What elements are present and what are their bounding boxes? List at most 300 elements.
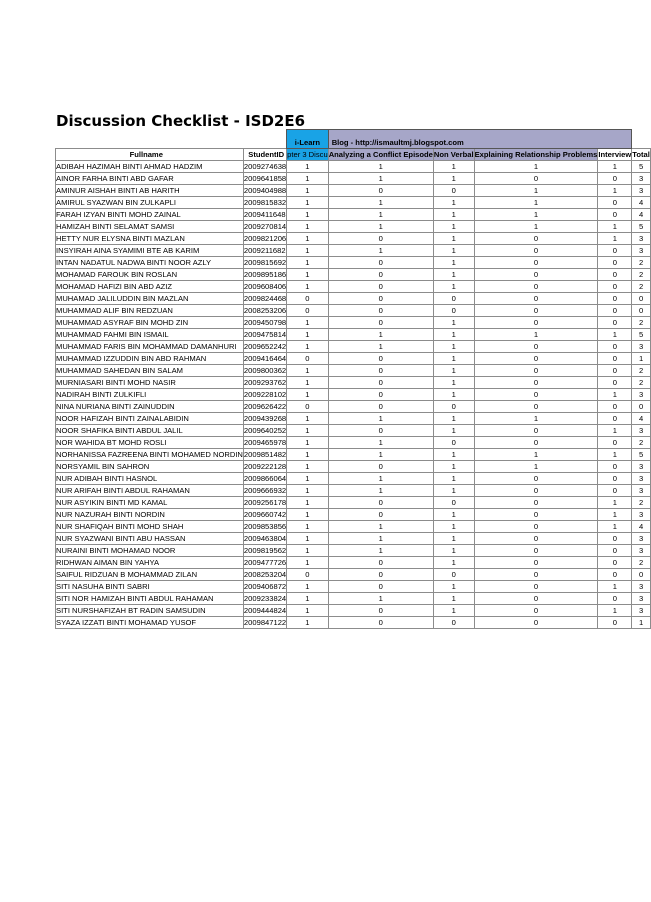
interview-score: 1 [598,449,632,461]
student-id: 2009444824 [243,606,287,615]
chapter-discussion-score: 1 [287,521,329,533]
student-name: MOHAMAD HAFIZI BIN ABD AZIZ [56,281,244,293]
table-row [56,281,651,293]
table-row [56,401,651,413]
table-row [56,209,651,221]
explaining-relationship-score: 0 [474,617,598,629]
analyzing-conflict-score: 0 [328,497,433,509]
table-row [56,329,651,341]
interview-score: 1 [598,329,632,341]
explaining-relationship-score: 0 [474,377,598,389]
student-name: HETTY NUR ELYSNA BINTI MAZLAN [56,233,244,245]
table-row [56,593,651,605]
table-row [56,437,651,449]
non-verbal-score: 1 [433,257,474,269]
chapter-discussion-score: 1 [287,221,329,233]
chapter-discussion-score: 1 [287,593,329,605]
interview-score: 0 [598,317,632,329]
analyzing-conflict-score: 0 [328,293,433,305]
student-name: NUR SHAFIQAH BINTI MOHD SHAH [56,521,244,533]
total-score: 3 [632,185,651,197]
student-name: AMINUR AISHAH BINTI AB HARITH [56,185,244,197]
analyzing-conflict-score: 0 [328,581,433,593]
chapter-discussion-score: 1 [287,245,329,257]
total-score: 3 [632,425,651,437]
table-row [56,221,651,233]
chapter-discussion-score: 1 [287,473,329,485]
total-score: 5 [632,329,651,341]
student-id: 2009463804 [243,534,287,543]
student-id: 2009233824 [243,594,287,603]
checklist-table [55,129,651,629]
non-verbal-score: 1 [433,377,474,389]
explaining-relationship-score: 0 [474,389,598,401]
table-row [56,377,651,389]
explaining-relationship-score: 0 [474,593,598,605]
table-row [56,293,651,305]
explaining-relationship-score: 0 [474,365,598,377]
student-name: SYAZA IZZATI BINTI MOHAMAD YUSOF [56,617,244,629]
non-verbal-score: 1 [433,461,474,473]
non-verbal-score: 0 [433,185,474,197]
table-row [56,257,651,269]
chapter-discussion-score: 1 [287,617,329,629]
interview-score: 0 [598,413,632,425]
non-verbal-score: 1 [433,353,474,365]
table-row [56,605,651,617]
student-id: 2008253206 [243,306,287,315]
student-name: INSYIRAH AINA SYAMIMI BTE AB KARIM [56,245,244,257]
total-score: 3 [632,593,651,605]
explaining-relationship-score: 0 [474,605,598,617]
non-verbal-score: 1 [433,509,474,521]
table-row [56,317,651,329]
total-score: 3 [632,473,651,485]
student-rows [56,161,651,629]
table-row [56,389,651,401]
column-header-row [56,149,651,161]
student-name: MOHAMAD FAROUK BIN ROSLAN [56,269,244,281]
explaining-relationship-score: 0 [474,173,598,185]
total-score: 3 [632,545,651,557]
student-name: MUHAMAD JALILUDDIN BIN MAZLAN [56,293,244,305]
student-id: 2009608406 [243,282,287,291]
chapter-discussion-score: 1 [287,173,329,185]
explaining-relationship-score: 0 [474,245,598,257]
student-id: 2009222128 [243,462,287,471]
explaining-relationship-score: 1 [474,185,598,197]
non-verbal-score: 1 [433,341,474,353]
explaining-relationship-score: 0 [474,305,598,317]
total-score: 4 [632,413,651,425]
analyzing-conflict-score: 0 [328,569,433,581]
student-name: NURAINI BINTI MOHAMAD NOOR [56,545,244,557]
chapter-discussion-score: 0 [287,569,329,581]
non-verbal-score: 1 [433,533,474,545]
table-row [56,497,651,509]
interview-score: 1 [598,233,632,245]
analyzing-conflict-score: 1 [328,221,433,233]
student-id: 2009824468 [243,294,287,303]
student-name: SITI NOR HAMIZAH BINTI ABDUL RAHAMAN [56,593,244,605]
analyzing-conflict-score: 1 [328,473,433,485]
interview-score: 0 [598,365,632,377]
non-verbal-score: 0 [433,437,474,449]
non-verbal-score: 1 [433,545,474,557]
table-row [56,485,651,497]
interview-score: 0 [598,437,632,449]
table-row [56,185,651,197]
analyzing-conflict-score: 1 [328,533,433,545]
student-id: 2009293762 [243,378,287,387]
interview-score: 0 [598,353,632,365]
blog-group-header: Blog - http://ismaultmj.blogspot.com [328,130,632,149]
analyzing-conflict-score: 0 [328,617,433,629]
non-verbal-score: 1 [433,233,474,245]
analyzing-conflict-score: 0 [328,401,433,413]
explaining-relationship-score: 0 [474,473,598,485]
interview-score: 0 [598,545,632,557]
explaining-relationship-score: 0 [474,509,598,521]
student-name: MUHAMMAD FAHMI BIN ISMAIL [56,329,244,341]
non-verbal-score: 1 [433,221,474,233]
explaining-relationship-score: 0 [474,317,598,329]
student-id: 2009477726 [243,558,287,567]
analyzing-conflict-score: 0 [328,233,433,245]
student-name: AINOR FARHA BINTI ABD GAFAR [56,173,244,185]
student-id: 2009475814 [243,330,287,339]
interview-score: 0 [598,209,632,221]
total-score: 3 [632,581,651,593]
interview-score: 1 [598,185,632,197]
student-id: 2009666932 [243,486,287,495]
student-id: 2008253204 [243,570,287,579]
analyzing-conflict-score: 1 [328,341,433,353]
analyzing-conflict-score: 0 [328,461,433,473]
table-row [56,425,651,437]
total-score: 2 [632,281,651,293]
student-id: 2009416464 [243,354,287,363]
student-name: NORSYAMIL BIN SAHRON [56,461,244,473]
chapter-discussion-score: 1 [287,329,329,341]
table-row [56,521,651,533]
chapter-discussion-score: 1 [287,389,329,401]
explaining-relationship-score: 0 [474,485,598,497]
interview-score: 0 [598,293,632,305]
non-verbal-score: 0 [433,401,474,413]
analyzing-conflict-score: 0 [328,317,433,329]
interview-score: 0 [598,569,632,581]
table-row [56,545,651,557]
non-verbal-score: 0 [433,617,474,629]
total-score: 4 [632,521,651,533]
chapter-discussion-score: 1 [287,197,329,209]
analyzing-conflict-score: 1 [328,173,433,185]
chapter-discussion-score: 1 [287,185,329,197]
interview-score: 1 [598,521,632,533]
student-name: HAMIZAH BINTI SELAMAT SAMSI [56,221,244,233]
total-score: 5 [632,449,651,461]
student-id: 2009866064 [243,474,287,483]
non-verbal-score: 1 [433,365,474,377]
analyzing-conflict-score: 0 [328,257,433,269]
interview-score: 0 [598,557,632,569]
student-name: ADIBAH HAZIMAH BINTI AHMAD HADZIM [56,161,244,173]
analyzing-conflict-score: 0 [328,557,433,569]
interview-score: 0 [598,269,632,281]
student-name: NUR ASYIKIN BINTI MD KAMAL [56,497,244,509]
analyzing-conflict-score: 0 [328,365,433,377]
student-name: SAIFUL RIDZUAN B MOHAMMAD ZILAN [56,569,244,581]
table-row [56,353,651,365]
student-id: 2009853856 [243,522,287,531]
interview-score: 0 [598,485,632,497]
chapter-discussion-score: 1 [287,269,329,281]
chapter-discussion-score: 0 [287,305,329,317]
explaining-relationship-score: 0 [474,233,598,245]
table-row [56,245,651,257]
chapter-discussion-score: 1 [287,425,329,437]
explaining-relationship-score: 1 [474,221,598,233]
student-name: MUHAMMAD ALIF BIN REDZUAN [56,305,244,317]
explaining-relationship-score: 0 [474,401,598,413]
interview-score: 0 [598,593,632,605]
non-verbal-score: 1 [433,281,474,293]
student-id: 2009228102 [243,390,287,399]
non-verbal-score: 1 [433,161,474,173]
student-name: NOOR HAFIZAH BINTI ZAINALABIDIN [56,413,244,425]
table-row [56,173,651,185]
total-score: 0 [632,305,651,317]
student-id: 2009815692 [243,258,287,267]
table-row [56,449,651,461]
student-name: SITI NURSHAFIZAH BT RADIN SAMSUDIN [56,605,244,617]
student-name: MUHAMMAD IZZUDDIN BIN ABD RAHMAN [56,353,244,365]
non-verbal-score: 0 [433,293,474,305]
total-score: 4 [632,197,651,209]
non-verbal-score: 1 [433,209,474,221]
student-id: 2009450798 [243,318,287,327]
total-score: 3 [632,389,651,401]
interview-header: Interview [598,150,632,159]
explaining-relationship-score: 0 [474,257,598,269]
total-score: 3 [632,461,651,473]
non-verbal-score: 1 [433,581,474,593]
non-verbal-score: 1 [433,557,474,569]
student-id: 2009465978 [243,438,287,447]
interview-score: 1 [598,509,632,521]
total-score: 3 [632,605,651,617]
student-id: 2009660742 [243,510,287,519]
analyzing-conflict-score: 1 [328,245,433,257]
interview-score: 1 [598,425,632,437]
total-score: 2 [632,377,651,389]
chapter-discussion-score: 0 [287,353,329,365]
total-score: 2 [632,437,651,449]
total-score: 3 [632,341,651,353]
total-score: 4 [632,209,651,221]
total-score: 5 [632,161,651,173]
total-header: Total [632,150,650,159]
explaining-relationship-score: 0 [474,521,598,533]
student-id: 2009851482 [243,450,287,459]
chapter-discussion-score: 1 [287,545,329,557]
student-name: MUHAMMAD SAHEDAN BIN SALAM [56,365,244,377]
non-verbal-score: 1 [433,389,474,401]
student-name: RIDHWAN AIMAN BIN YAHYA [56,557,244,569]
explaining-relationship-score: 0 [474,545,598,557]
student-id: 2009411648 [243,210,286,219]
interview-score: 0 [598,341,632,353]
chapter-discussion-score: 1 [287,497,329,509]
non-verbal-score: 1 [433,521,474,533]
non-verbal-score: 0 [433,305,474,317]
student-name: NUR NAZURAH BINTI NORDIN [56,509,244,521]
chapter-discussion-score: 1 [287,161,329,173]
total-score: 2 [632,557,651,569]
total-score: 2 [632,269,651,281]
analyzing-conflict-score: 0 [328,509,433,521]
student-name: NINA NURIANA BINTI ZAINUDDIN [56,401,244,413]
non-verbal-score: 1 [433,425,474,437]
table-row [56,461,651,473]
chapter-discussion-score: 1 [287,509,329,521]
ilearn-group-header: i-Learn [287,130,329,149]
student-id: 2009211682 [243,246,286,255]
explaining-relationship-score: 0 [474,269,598,281]
interview-score: 0 [598,197,632,209]
student-id: 2009406872 [243,582,287,591]
explaining-relationship-score: 0 [474,533,598,545]
explaining-relationship-score: 0 [474,425,598,437]
interview-score: 1 [598,221,632,233]
total-score: 0 [632,293,651,305]
table-row [56,305,651,317]
student-id: 2009821206 [243,234,287,243]
chapter-discussion-score: 1 [287,257,329,269]
table-row [56,233,651,245]
student-name: NOOR SHAFIKA BINTI ABDUL JALIL [56,425,244,437]
non-verbal-score: 1 [433,449,474,461]
interview-score: 0 [598,173,632,185]
analyzing-conflict-score: 0 [328,353,433,365]
student-name: NUR SYAZWANI BINTI ABU HASSAN [56,533,244,545]
table-row [56,197,651,209]
student-id: 2009270814 [243,222,287,231]
analyzing-conflict-score: 0 [328,605,433,617]
explaining-relationship-score: 1 [474,329,598,341]
interview-score: 1 [598,581,632,593]
non-verbal-score: 1 [433,485,474,497]
analyzing-conflict-score: 0 [328,377,433,389]
student-id: 2009819562 [243,546,287,555]
student-name: MUHAMMAD ASYRAF BIN MOHD ZIN [56,317,244,329]
analyzing-conflict-score: 1 [328,545,433,557]
explaining-relationship-header: Explaining Relationship Problems [474,150,598,159]
student-name: NOR WAHIDA BT MOHD ROSLI [56,437,244,449]
explaining-relationship-score: 0 [474,497,598,509]
analyzing-conflict-score: 0 [328,425,433,437]
table-row [56,341,651,353]
non-verbal-score: 1 [433,173,474,185]
explaining-relationship-score: 1 [474,413,598,425]
analyzing-conflict-score: 1 [328,197,433,209]
total-score: 3 [632,509,651,521]
explaining-relationship-score: 0 [474,281,598,293]
explaining-relationship-score: 0 [474,353,598,365]
analyzing-conflict-score: 0 [328,281,433,293]
student-id: 2009274638 [243,162,287,171]
total-score: 2 [632,317,651,329]
non-verbal-score: 1 [433,413,474,425]
sheet-title: Discussion Checklist - ISD2E6 [56,112,306,130]
analyzing-conflict-score: 1 [328,521,433,533]
student-id-header: StudentID [243,149,286,161]
chapter-discussion-score: 1 [287,485,329,497]
analyzing-conflict-score: 0 [328,185,433,197]
interview-score: 0 [598,617,632,629]
student-id: 2009815832 [243,198,287,207]
student-id: 2009626422 [243,402,287,411]
interview-score: 0 [598,401,632,413]
analyzing-conflict-score: 1 [328,209,433,221]
chapter-discussion-score: 1 [287,605,329,617]
non-verbal-score: 1 [433,473,474,485]
total-score: 3 [632,245,651,257]
chapter-discussion-score: 1 [287,437,329,449]
total-score: 2 [632,257,651,269]
non-verbal-score: 1 [433,317,474,329]
total-score: 0 [632,569,651,581]
non-verbal-header: Non Verbal [433,150,474,159]
explaining-relationship-score: 0 [474,557,598,569]
group-header-row [56,130,651,149]
total-score: 3 [632,173,651,185]
non-verbal-score: 1 [433,605,474,617]
interview-score: 1 [598,389,632,401]
analyzing-conflict-header: Analyzing a Conflict Episode [328,150,433,159]
non-verbal-score: 1 [433,269,474,281]
interview-score: 1 [598,161,632,173]
interview-score: 1 [598,605,632,617]
analyzing-conflict-score: 1 [328,593,433,605]
chapter-discussion-score: 1 [287,377,329,389]
non-verbal-score: 1 [433,197,474,209]
chapter-discussion-score: 1 [287,449,329,461]
total-score: 3 [632,233,651,245]
chapter-discussion-score: 1 [287,281,329,293]
student-name: AMIRUL SYAZWAN BIN ZULKAPLI [56,197,244,209]
table-row [56,557,651,569]
explaining-relationship-score: 1 [474,461,598,473]
analyzing-conflict-score: 1 [328,437,433,449]
explaining-relationship-score: 0 [474,581,598,593]
total-score: 0 [632,401,651,413]
explaining-relationship-score: 1 [474,209,598,221]
non-verbal-score: 1 [433,245,474,257]
chapter-discussion-score: 1 [287,581,329,593]
analyzing-conflict-score: 1 [328,485,433,497]
interview-score: 0 [598,281,632,293]
table-row [56,161,651,173]
chapter-discussion-score: 1 [287,533,329,545]
table-row [56,617,651,629]
interview-score: 0 [598,533,632,545]
table-row [56,533,651,545]
student-name: NUR ARIFAH BINTI ABDUL RAHAMAN [56,485,244,497]
interview-score: 0 [598,473,632,485]
total-score: 3 [632,533,651,545]
